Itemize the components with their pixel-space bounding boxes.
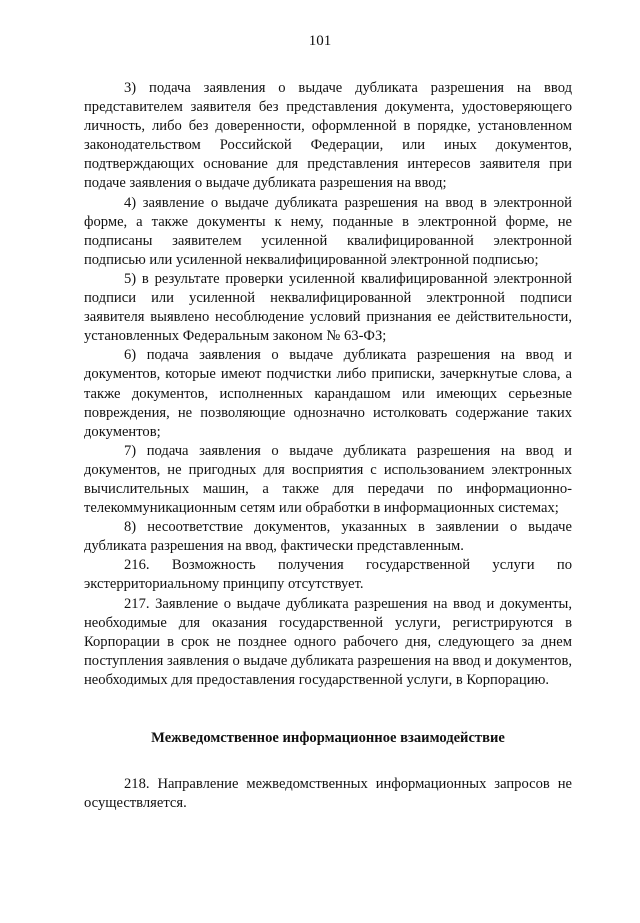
document-body — [84, 79, 572, 813]
paragraph-item-6: 6) подача заявления о выдаче дубликата разрешения на ввод и документов, которые имеют подчистки либо приписки, зачеркнутые слова, а также документов, исполненных карандашом или имеющих серьезные повреждения, не позволяющие однозначно истолковать содержание таких документов; — [84, 347, 572, 440]
paragraph-item-7: 7) подача заявления о выдаче дубликата разрешения на ввод и документов, не пригодных для восприятия с использованием электронных вычислительных машин, а также для передачи по информационно-телекоммуникационным сетям или обработки в информационных системах; — [84, 442, 572, 517]
paragraph-item-5: 5) в результате проверки усиленной квалифицированной электронной подписи или усиленной неквалифицированной электронной подписи заявителя выявлено несоблюдение условий признания ее действительности, установленных Федеральным законом № 63-ФЗ; — [84, 270, 572, 345]
paragraph-item-8: 8) несоответствие документов, указанных в заявлении о выдаче дубликата разрешения на ввод, фактически представленным. — [84, 519, 572, 555]
paragraph-item-4: 4) заявление о выдаче дубликата разрешения на ввод в электронной форме, а также документы к нему, поданные в электронной форме, не подписаны заявителем усиленной квалифицированной электронной подписью или усиленной неквалифицированной электронной подписью; — [84, 194, 572, 268]
paragraph-217: 217. Заявление о выдаче дубликата разрешения на ввод и документы, необходимые для оказания государственной услуги, регистрируются в Корпорации в срок не позднее одного рабочего дня, следующего за днем поступления заявления о выдаче дубликата разрешения на ввод и документов, необходимых для предоставления государственной услуги, в Корпорацию. — [84, 595, 572, 688]
paragraph-218: 218. Направление межведомственных информационных запросов не осуществляется. — [84, 776, 572, 812]
paragraph-item-3: 3) подача заявления о выдаче дубликата разрешения на ввод представителем заявителя без представления документа, удостоверяющего личность, либо без доверенности, оформленной в порядке, установленном законодательством Российской Федерации, или иных документов, подтверждающих основание для представления интересов заявителя при подаче заявления о выдаче дубликата разрешения на ввод; — [84, 80, 572, 192]
page-number: 101 — [308, 33, 332, 49]
section-heading: Межведомственное информационное взаимодействие — [151, 730, 505, 746]
paragraph-216: 216. Возможность получения государственной услуги по экстерриториальному принципу отсутствует. — [84, 557, 572, 593]
